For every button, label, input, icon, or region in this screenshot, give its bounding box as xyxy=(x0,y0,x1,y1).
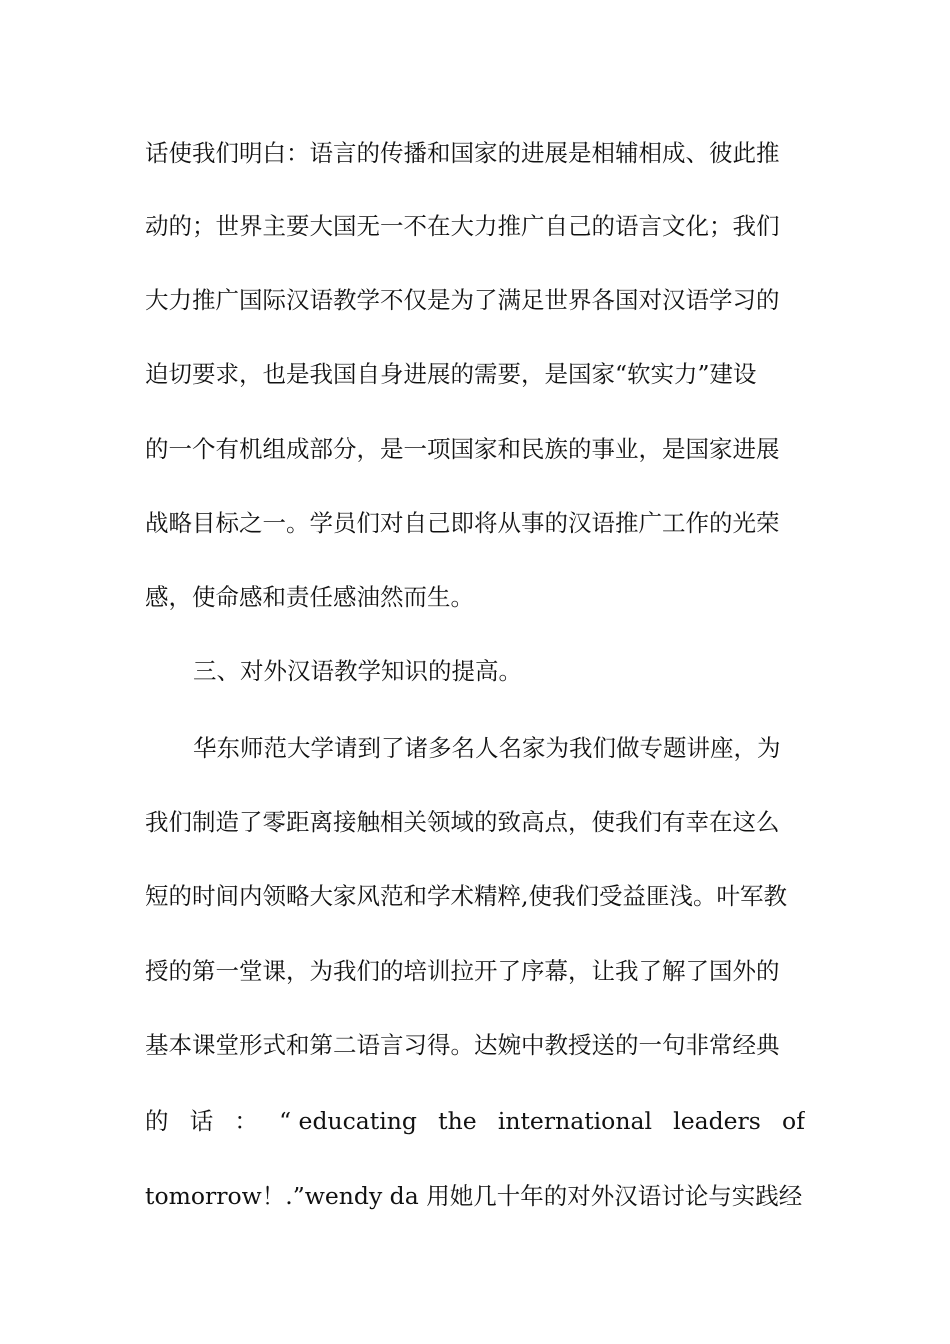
text-line: 感，使命感和责任感油然而生。 xyxy=(145,583,474,611)
text-line: 基本课堂形式和第二语言习得。达婉中教授送的一句非常经典 xyxy=(145,1031,780,1059)
text-line: 短的时间内领略大家风范和学术精粹,使我们受益匪浅。叶军教 xyxy=(145,882,787,910)
quote-word: 的 xyxy=(145,1107,169,1135)
quote-line xyxy=(145,1103,805,1139)
section-heading: 三、对外汉语教学知识的提高。 xyxy=(193,657,522,685)
quote-word: international xyxy=(497,1107,652,1135)
text-line: 迫切要求，也是我国自身进展的需要，是国家“软实力”建设 xyxy=(145,360,757,388)
text-line: 动的；世界主要大国无一不在大力推广自己的语言文化；我们 xyxy=(145,212,780,240)
quote-word: of xyxy=(782,1107,805,1135)
text-line: 授的第一堂课，为我们的培训拉开了序幕，让我了解了国外的 xyxy=(145,957,780,985)
quote-word: ： xyxy=(234,1107,258,1135)
text-line: tomorrow！.”wendy da 用她几十年的对外汉语讨论与实践经 xyxy=(145,1182,803,1210)
text-line: 话使我们明白：语言的传播和国家的进展是相辅相成、彼此推 xyxy=(145,139,780,167)
text-line: 战略目标之一。学员们对自己即将从事的汉语推广工作的光荣 xyxy=(145,509,780,537)
text-line: 的一个有机组成部分，是一项国家和民族的事业，是国家进展 xyxy=(145,435,780,463)
text-line: 我们制造了零距离接触相关领域的致高点，使我们有幸在这么 xyxy=(145,808,780,836)
quote-word: leaders xyxy=(673,1107,761,1135)
quote-word: “ educating xyxy=(279,1107,417,1135)
paragraph-first-line: 华东师范大学请到了诸多名人名家为我们做专题讲座，为 xyxy=(193,734,781,762)
quote-word: the xyxy=(438,1107,477,1135)
text-line: 大力推广国际汉语教学不仅是为了满足世界各国对汉语学习的 xyxy=(145,286,780,314)
quote-word: 话 xyxy=(189,1107,214,1135)
